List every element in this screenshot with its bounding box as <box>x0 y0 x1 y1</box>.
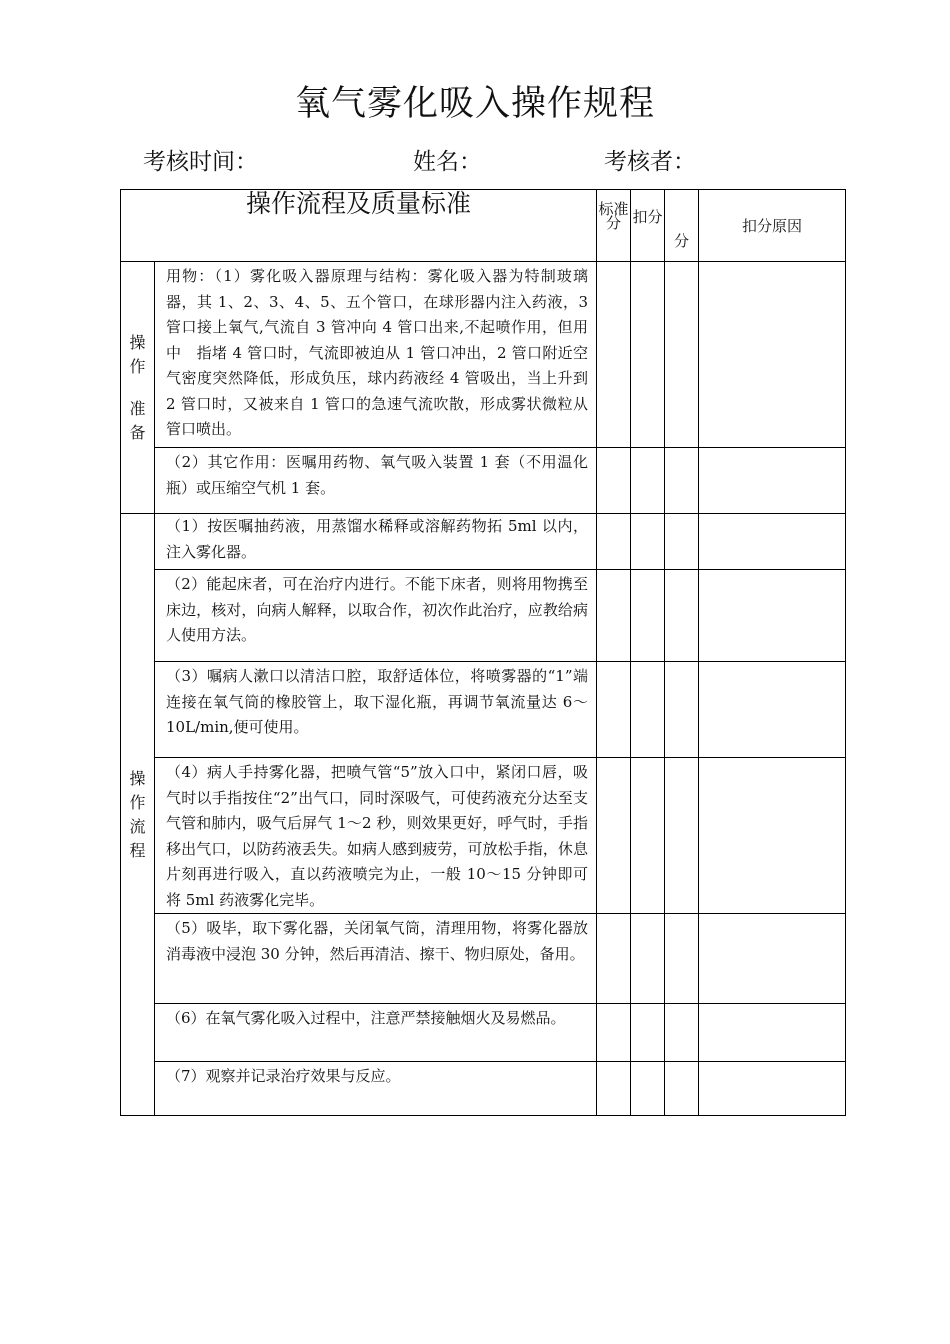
reason-cell[interactable] <box>699 1062 846 1116</box>
points-cell[interactable] <box>665 448 699 514</box>
step-content: （6）在氧气雾化吸入过程中，注意严禁接触烟火及易燃品。 <box>155 1004 597 1062</box>
score-cell[interactable] <box>597 570 631 662</box>
reason-cell[interactable] <box>699 758 846 914</box>
table-row <box>121 570 846 662</box>
deduction-cell[interactable] <box>631 570 665 662</box>
points-cell[interactable] <box>665 262 699 448</box>
score-cell[interactable] <box>597 914 631 1004</box>
step-content: （7）观察并记录治疗效果与反应。 <box>155 1062 597 1116</box>
score-cell[interactable] <box>597 262 631 448</box>
reason-cell[interactable] <box>699 262 846 448</box>
exam-time-label: 考核时间： <box>143 149 258 175</box>
step-content: （2）其它作用：医嘱用药物、氧气吸入装置 1 套（不用温化瓶）或压缩空气机 1 套。 <box>155 448 597 514</box>
score-cell[interactable] <box>597 1004 631 1062</box>
reason-cell[interactable] <box>699 662 846 758</box>
table-row <box>121 914 846 1004</box>
table-row <box>121 514 846 570</box>
table-row <box>121 758 846 914</box>
table-row <box>121 448 846 514</box>
score-cell[interactable] <box>597 758 631 914</box>
table-row <box>121 662 846 758</box>
table-row <box>121 1062 846 1116</box>
reason-cell[interactable] <box>699 514 846 570</box>
header-deduction-reason: 扣分原因 <box>699 190 846 262</box>
deduction-cell[interactable] <box>631 662 665 758</box>
procedure-table <box>120 189 846 1116</box>
document-title: 氧气雾化吸入操作规程 <box>294 84 655 124</box>
score-cell[interactable] <box>597 662 631 758</box>
table-header-row <box>121 190 846 262</box>
step-content: （5）吸毕，取下雾化器，关闭氧气筒，清理用物，将雾化器放消毒液中浸泡 30 分钟，然后再清洁、擦干、物归原处，备用。 <box>155 914 597 1004</box>
step-content: （4）病人手持雾化器，把喷气管“5”放入口中，紧闭口唇，吸气时以手指按住“2”出气口，同时深吸气，可使药液充分达至支气管和肺内，吸气后屏气 1～2 秒，则效果更好，呼气时，手指移出气口，以防药液丢失。如病人感到疲劳，可放松手指，休息片刻再进行吸入，直以药液喷完为止，一般 10～15 分钟即可将 5ml 药液雾化完毕。 <box>155 758 597 914</box>
header-score: 分 <box>665 190 699 262</box>
deduction-cell[interactable] <box>631 758 665 914</box>
deduction-cell[interactable] <box>631 262 665 448</box>
points-cell[interactable] <box>665 914 699 1004</box>
points-cell[interactable] <box>665 1062 699 1116</box>
table-row <box>121 1004 846 1062</box>
table-row <box>121 262 846 448</box>
deduction-cell[interactable] <box>631 514 665 570</box>
points-cell[interactable] <box>665 662 699 758</box>
points-cell[interactable] <box>665 758 699 914</box>
step-content: （1）按医嘱抽药液，用蒸馏水稀释或溶解药物拓 5ml 以内，注入雾化器。 <box>155 514 597 570</box>
section-label-procedure: 操 作 流 程 <box>121 514 155 1116</box>
score-cell[interactable] <box>597 448 631 514</box>
reason-cell[interactable] <box>699 1004 846 1062</box>
deduction-cell[interactable] <box>631 1004 665 1062</box>
reason-cell[interactable] <box>699 570 846 662</box>
step-content: （2）能起床者，可在治疗内进行。不能下床者，则将用物携至床边，核对，向病人解释，以取合作，初次作此治疗，应教给病人使用方法。 <box>155 570 597 662</box>
deduction-cell[interactable] <box>631 914 665 1004</box>
reason-cell[interactable] <box>699 914 846 1004</box>
section-label-preparation: 操 作 准 备 <box>121 262 155 514</box>
points-cell[interactable] <box>665 570 699 662</box>
reason-cell[interactable] <box>699 448 846 514</box>
header-deduction: 扣分 <box>631 190 665 262</box>
header-process: 操作流程及质量标准 <box>121 190 597 262</box>
header-standard-score: 标准分 <box>597 190 631 262</box>
points-cell[interactable] <box>665 1004 699 1062</box>
deduction-cell[interactable] <box>631 1062 665 1116</box>
step-content: （3）嘱病人漱口以清洁口腔，取舒适体位，将喷雾器的“1”端连接在氧气筒的橡胶管上，取下湿化瓶，再调节氧流量达 6～10L/min,便可使用。 <box>155 662 597 758</box>
examiner-label: 考核者： <box>604 149 696 175</box>
points-cell[interactable] <box>665 514 699 570</box>
score-cell[interactable] <box>597 514 631 570</box>
name-label: 姓名： <box>413 149 482 175</box>
score-cell[interactable] <box>597 1062 631 1116</box>
deduction-cell[interactable] <box>631 448 665 514</box>
step-content: 用物：（1）雾化吸入器原理与结构：雾化吸入器为特制玻璃器，其 1、2、3、4、5、五个管口，在球形器内注入药液，3 管口接上氧气,气流自 3 管冲向 4 管口出来,不起喷作用，但用中 指堵 4 管口时，气流即被迫从 1 管口冲出，2 管口附近空气密度突然降低，形成负压，球内药液经 4 管吸出，当上升到 2 管口时，又被来自 1 管口的急速气流吹散，形成雾状微粒从管口喷出。 <box>155 262 597 448</box>
